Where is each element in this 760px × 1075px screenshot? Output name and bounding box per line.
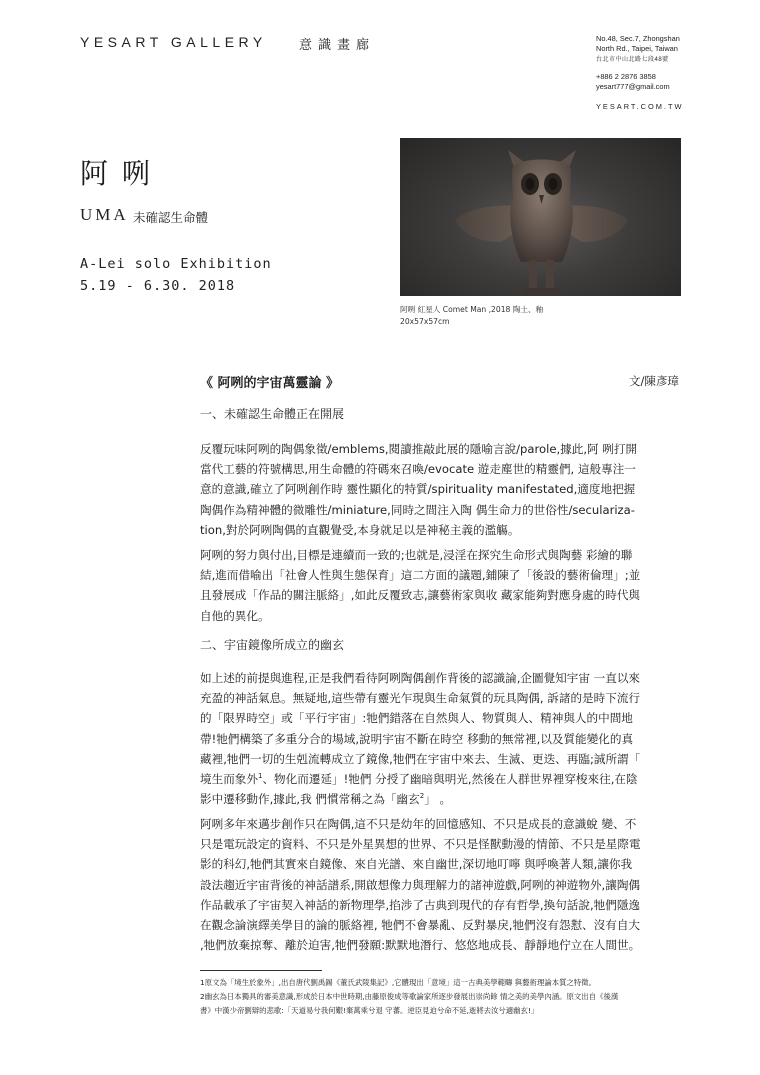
exhibition-title: A-Lei solo Exhibition: [80, 256, 272, 272]
paragraph-line: 作品載承了宇宙契入神話的新物理學,掐涉了古典到現代的存有哲學,換句話說,牠們隱逸: [200, 897, 641, 912]
paragraph-line: 充盈的神話氣息。無疑地,這些帶有靈光乍現與生命氣質的玩具陶偶, 訴諸的是時下流行: [200, 691, 641, 706]
paragraph-line: [200, 789, 684, 809]
paragraph-line: 的「限界時空」或「平行宇宙」:牠們錯落在自然與人、物質與人、精神與人的中間地: [200, 711, 633, 726]
paragraph-line: 且發展成「作品的關注脈絡」,如此反覆致志,讓藝術家與收 藏家能夠對應身處的時代與: [200, 588, 641, 603]
paragraph-line: 反覆玩味阿咧的陶偶象徵/emblems,閱讀推敲此展的隱喻言說/parole,據此,阿 咧打開: [200, 442, 638, 456]
artwork-caption-line-1: 阿咧 紅星人 Comet Man ,2018 陶土、釉: [400, 305, 544, 314]
paragraph-line: 結,進而借喻出「社會人性與生態保育」這二方面的議題,鋪陳了「後設的藝術倫理」;並: [200, 568, 641, 583]
paragraph-line: 意的意識,確立了阿咧創作時 靈性顯化的特質/spirituality manifestated,適度地把握: [200, 482, 636, 497]
email-address[interactable]: yesart777@gmail.com: [596, 82, 670, 91]
paragraph-line: 帶!牠們構築了多重分合的場域,說明宇宙不斷在時空 移動的無常裡,以及質能變化的真: [200, 731, 634, 746]
paragraph-line: 阿咧的努力與付出,目標是連續而一致的;也就是,浸淫在探究生命形式與陶藝 彩繪的聯: [200, 548, 633, 562]
website-link[interactable]: YESART.COM.TW: [596, 102, 684, 111]
paragraph-2: [200, 545, 684, 626]
exhibition-subtitle-zh: 未確認生命體: [133, 210, 209, 225]
paragraph-line: 陶偶作為精神體的微雕性/miniature,同時之間注入陶 偶生命力的世俗性/seculariza-: [200, 502, 635, 517]
article-title: 《 阿咧的宇宙萬靈論 》: [200, 376, 340, 391]
footnote-ref-2[interactable]: 2: [419, 792, 425, 801]
paragraph-line: 影的科幻,牠們其實來自鏡像、來自光譜、來自幽世,深切地叮嚀 與呼喚著人類,讓你我: [200, 857, 633, 872]
section-2-heading: 二、宇宙鏡像所成立的幽玄: [200, 638, 345, 652]
address-line-2: North Rd., Taipei, Taiwan: [596, 44, 678, 53]
paragraph-line: 自他的異化。: [200, 608, 270, 623]
artist-name: 阿咧: [80, 157, 165, 190]
gallery-name-en: YESART GALLERY: [80, 34, 267, 50]
paragraph-line: 當代工藝的符號構思,用生命體的符碼來召喚/evocate 遊走塵世的精靈們, 這般專注一: [200, 462, 636, 477]
paragraph-line: [200, 769, 684, 789]
artwork-caption-line-2: 20x57x57cm: [400, 317, 450, 326]
paragraph-line: tion,對於阿咧陶偶的直觀覺受,本身就足以是神秘主義的濫觴。: [200, 522, 520, 537]
paragraph-line: 如上述的前提與進程,正是我們看待阿咧陶偶創作背後的認識論,企圖覺知宇宙 一直以來: [200, 671, 641, 685]
comet-man-sculpture-image: [400, 138, 681, 296]
paragraph-line: 藏裡,牠們一切的生剋流轉成立了鏡像,牠們在宇宙中來去、生滅、更迭、再臨;誠所謂「: [200, 751, 641, 766]
footnote-divider: [200, 970, 322, 971]
exhibition-subtitle-en: UMA: [80, 205, 129, 224]
footnote-ref-1[interactable]: 1: [257, 772, 263, 781]
paragraph-line: 設法趨近宇宙背後的神話譜系,開啟想像力與理解力的諸神遊戲,阿咧的神遊物外,讓陶偶: [200, 877, 641, 892]
text-span: 、物化而遷延」!牠們 分授了幽暗與明光,然後在人群世界裡穿梭來往,在陰: [262, 772, 638, 787]
artwork-caption: [400, 304, 543, 328]
footnotes: [200, 976, 680, 1017]
phone-number: +886 2 2876 3858: [596, 72, 656, 81]
footnote-2: 2幽玄為日本獨具的審美意識,形成於日本中世時期,由藤原俊成等歌論家所逐步發展出崇尚餘 情之美的美學內涵。原文出自《後漢: [200, 991, 619, 1001]
paragraph-line: ,牠們放棄掠奪、離於迫害,牠們發願:默默地潛行、悠悠地成長、靜靜地佇立在人間世。: [200, 938, 641, 953]
address-line-1: No.48, Sec.7, Zhongshan: [596, 34, 680, 43]
paragraph-1: [200, 439, 684, 540]
section-1-heading: 一、未確認生命體正在開展: [200, 407, 345, 421]
text-span: 」 。: [424, 792, 452, 807]
address-zh: 台北市中山北路七段48號: [596, 57, 669, 63]
paragraph-line: 在觀念論演繹美學目的論的脈絡裡, 牠們不會暴亂、反對暴戾,牠們沒有怨懟、沒有自大: [200, 918, 641, 933]
artwork-photo: [400, 138, 681, 296]
paragraph-3: [200, 668, 684, 809]
text-span: 影中遷移動作,據此,我 們慣常稱之為「幽玄: [200, 792, 420, 807]
footnote-2-continued: 書》中漢少帝劉辯的悲歌:「天道易兮我何艱!棄萬乘兮退 守蕃。逆臣見迫兮命不延,逝將去汝兮適幽玄!」: [200, 1005, 539, 1015]
paragraph-line: 阿咧多年來邁步創作只在陶偶,這不只是幼年的回憶感知、不只是成長的意識蛻 變、不: [200, 817, 637, 831]
paragraph-4: [200, 814, 684, 955]
exhibition-dates: 5.19 - 6.30. 2018: [80, 278, 236, 294]
footnote-1: 1原文為「境生於象外」,出自唐代劉禹錫《董氏武陵集記》,它體現出「意境」這一古典美學範疇 與藝術理論本質之特徵。: [200, 978, 597, 987]
article-author: 文/陳彥璋: [629, 374, 679, 388]
paragraph-line: 只是電玩設定的資料、不只是外星異想的世界、不只是怪獸動漫的情節、不只是星際電: [200, 837, 641, 852]
gallery-name-zh: 意識畫廊: [299, 38, 376, 53]
text-span: 境生而象外: [200, 772, 258, 787]
